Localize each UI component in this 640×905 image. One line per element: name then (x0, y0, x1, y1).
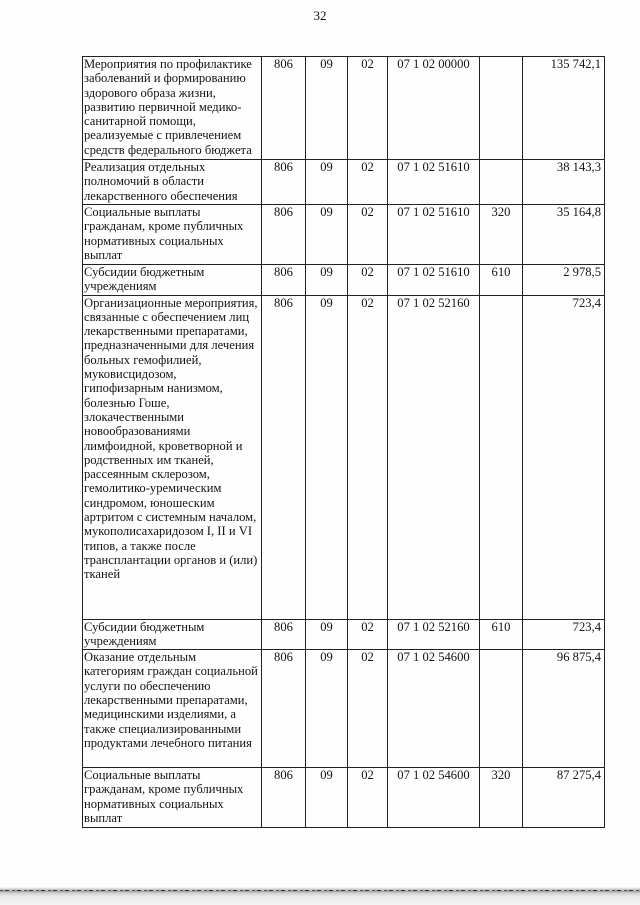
target-article-cell: 07 1 02 51610 (388, 265, 480, 296)
section-code-cell: 09 (306, 295, 348, 619)
expense-name-cell: Социальные выплаты гражданам, кроме публичных нормативных социальных выплат (83, 768, 262, 828)
target-article-cell: 07 1 02 51610 (388, 205, 480, 265)
amount-cell: 2 978,5 (523, 265, 605, 296)
section-code-cell: 09 (306, 205, 348, 265)
ministry-code-cell: 806 (262, 205, 306, 265)
expense-type-cell (480, 160, 523, 205)
amount-cell: 723,4 (523, 295, 605, 619)
subsection-code-cell: 02 (348, 205, 388, 265)
expense-type-cell (480, 650, 523, 768)
section-code-cell: 09 (306, 650, 348, 768)
ministry-code-cell: 806 (262, 160, 306, 205)
expense-name-cell: Оказание отдельным категориям граждан социальной услуги по обеспечению лекарственными препаратами, медицинскими изделиями, а также специализированными продуктами лечебного питания (83, 650, 262, 768)
table-row (83, 265, 605, 296)
target-article-cell: 07 1 02 51610 (388, 160, 480, 205)
table-body (83, 57, 605, 828)
expense-name-cell: Мероприятия по профилактике заболеваний и формированию здорового образа жизни, развитию первичной медико-санитарной помощи, реализуемые с привлечением средств федерального бюджета (83, 57, 262, 160)
amount-cell: 38 143,3 (523, 160, 605, 205)
target-article-cell: 07 1 02 54600 (388, 768, 480, 828)
expense-name-cell: Организационные мероприятия, связанные с обеспечением лиц лекарственными препаратами, предназначенными для лечения больных гемофилией, муковисцидозом, гипофизарным нанизмом, болезнью Гоше, злокачественными новообразованиями лимфоидной, кроветворной и родственных им тканей, рассеянным склерозом, гемолитико-уремическим синдромом, юношеским артритом с системным началом, мукополисахаридозом I, II и VI типов, а также после трансплантации органов и (или) тканей (83, 295, 262, 619)
expense-type-cell: 610 (480, 265, 523, 296)
table-row (83, 650, 605, 768)
subsection-code-cell: 02 (348, 57, 388, 160)
amount-cell: 723,4 (523, 619, 605, 650)
subsection-code-cell: 02 (348, 768, 388, 828)
amount-cell: 96 875,4 (523, 650, 605, 768)
expense-type-cell: 320 (480, 205, 523, 265)
section-code-cell: 09 (306, 160, 348, 205)
ministry-code-cell: 806 (262, 650, 306, 768)
expense-name-cell: Субсидии бюджетным учреждениям (83, 619, 262, 650)
page-number: 32 (313, 8, 327, 23)
subsection-code-cell: 02 (348, 619, 388, 650)
subsection-code-cell: 02 (348, 650, 388, 768)
table-row (83, 205, 605, 265)
target-article-cell: 07 1 02 52160 (388, 619, 480, 650)
table-row (83, 295, 605, 619)
expense-name-cell: Социальные выплаты гражданам, кроме публичных нормативных социальных выплат (83, 205, 262, 265)
table-row (83, 619, 605, 650)
expense-type-cell: 320 (480, 768, 523, 828)
expense-name-cell: Субсидии бюджетным учреждениям (83, 265, 262, 296)
subsection-code-cell: 02 (348, 160, 388, 205)
section-code-cell: 09 (306, 57, 348, 160)
expense-type-cell (480, 295, 523, 619)
target-article-cell: 07 1 02 54600 (388, 650, 480, 768)
ministry-code-cell: 806 (262, 295, 306, 619)
subsection-code-cell: 02 (348, 295, 388, 619)
table-row (83, 57, 605, 160)
section-code-cell: 09 (306, 265, 348, 296)
ministry-code-cell: 806 (262, 619, 306, 650)
subsection-code-cell: 02 (348, 265, 388, 296)
scan-bottom-edge (0, 887, 640, 905)
amount-cell: 87 275,4 (523, 768, 605, 828)
section-code-cell: 09 (306, 619, 348, 650)
expense-name-cell: Реализация отдельных полномочий в области лекарственного обеспечения (83, 160, 262, 205)
ministry-code-cell: 806 (262, 768, 306, 828)
ministry-code-cell: 806 (262, 265, 306, 296)
expense-type-cell (480, 57, 523, 160)
target-article-cell: 07 1 02 52160 (388, 295, 480, 619)
amount-cell: 35 164,8 (523, 205, 605, 265)
table-row (83, 768, 605, 828)
expense-type-cell: 610 (480, 619, 523, 650)
target-article-cell: 07 1 02 00000 (388, 57, 480, 160)
ministry-code-cell: 806 (262, 57, 306, 160)
amount-cell: 135 742,1 (523, 57, 605, 160)
budget-table (82, 56, 605, 828)
section-code-cell: 09 (306, 768, 348, 828)
table-row (83, 160, 605, 205)
